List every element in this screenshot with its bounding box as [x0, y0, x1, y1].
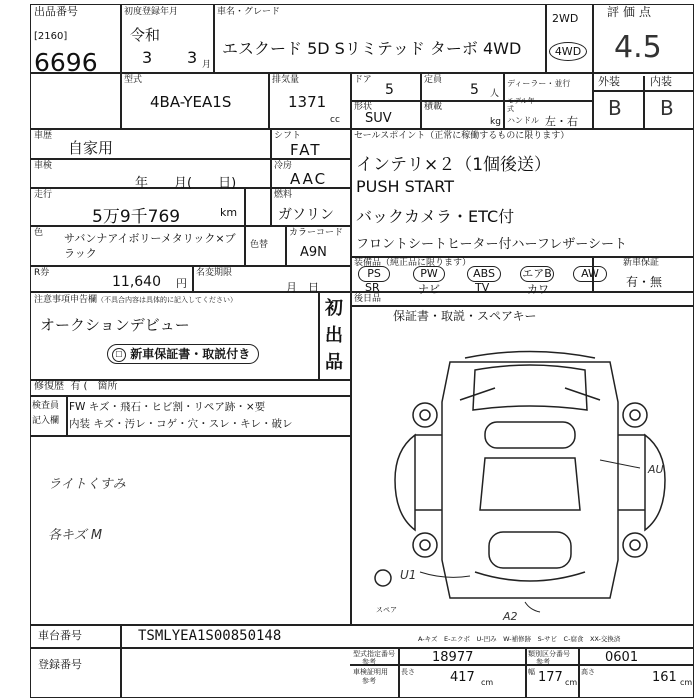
color-code-value: A9N [300, 245, 327, 260]
fuel-label: 燃料 [274, 190, 293, 200]
width-unit: cm [565, 678, 578, 687]
length-label: 長さ [401, 668, 415, 676]
rule [192, 265, 194, 291]
score-label: 評価点 [607, 5, 656, 19]
name-change-label: 名変期限 [196, 268, 233, 278]
handwritten-note-2: 各キズ M [48, 528, 103, 543]
rule [350, 72, 352, 624]
selling-line-4: フロントシートヒーター付ハーフレザーシート [356, 237, 628, 252]
first-listing-char-2: 出 [325, 325, 343, 346]
repair-label [34, 382, 117, 392]
rule [120, 624, 122, 698]
model-value: 4BA-YEA1S [150, 93, 232, 111]
km-unit: km [220, 206, 238, 219]
month-unit: 月 [202, 60, 212, 70]
type-designation-ref: 参考 [362, 658, 376, 666]
color-label: 色 [34, 228, 44, 238]
interior-grade: B [660, 96, 674, 120]
equip-airbag: エアB [520, 266, 554, 282]
repair-value: 有 ( 箇所 [70, 381, 118, 392]
rule [30, 291, 694, 293]
shift-label: シフト [274, 131, 302, 141]
category-label: 類別区分番号 [528, 650, 570, 658]
warranty-stamp [107, 344, 259, 364]
after-value: 保証書・取説・スペアキー [393, 309, 537, 323]
length-value: 417 [450, 670, 475, 685]
cert-label: 車検証明用 [353, 668, 388, 676]
rule [66, 395, 68, 435]
rule [30, 435, 350, 437]
doors-value: 5 [385, 82, 394, 98]
shape-label: 形状 [354, 102, 373, 112]
shift-value: FAT [290, 141, 322, 159]
inspector-label-1: 検査員 [32, 401, 60, 411]
rule [578, 647, 580, 698]
equip-pw: PW [413, 266, 445, 282]
rule [120, 4, 122, 128]
tax-label: R券 [34, 268, 50, 278]
rule [285, 225, 287, 265]
warranty-stamp-icon: ☐ [112, 348, 126, 362]
exterior-grade: B [608, 96, 622, 120]
rule [318, 291, 320, 379]
equipment-label: 装備品（純正品に限ります） [354, 258, 472, 268]
warranty-stamp-text: 新車保証書・取説付き [130, 347, 251, 361]
rule [30, 72, 694, 74]
rule [350, 128, 694, 130]
ac-value: AAC [290, 170, 328, 188]
history-label: 車歴 [34, 131, 53, 141]
selling-label: セールスポイント（正常に稼働するものに限ります） [354, 131, 570, 141]
color-value: サバンナアイボリーメタリック×ブラック [64, 232, 236, 260]
load-label: 積載 [424, 102, 443, 112]
mileage-label: 走行 [34, 190, 53, 200]
exterior-label: 外装 [598, 75, 620, 88]
first-listing-stamp [321, 295, 347, 376]
color-change-label: 色替 [250, 240, 269, 250]
spare-label: スペア [376, 606, 397, 614]
new-car-warranty-label: 新車保証 [623, 258, 660, 268]
handle-value: 左・右 [545, 115, 578, 128]
damage-legend: A-キズ E-エクボ U-凹み W-補修跡 S-サビ C-腐食 XX-交換済 [418, 635, 621, 643]
rule [398, 647, 400, 698]
inspector-row-1: FW キズ・飛石・ヒビ割・リペア跡・×要 [69, 401, 266, 413]
first-listing-char-1: 初 [325, 298, 343, 319]
category-ref: 参考 [536, 658, 550, 666]
tax-value: 11,640 [112, 274, 161, 290]
interior-label: 内装 [650, 75, 672, 88]
reg-month: 3 [187, 48, 198, 67]
equip-navi: ナビ [418, 283, 440, 296]
capacity-value: 5 [470, 82, 479, 98]
damage-mark-a2: A2 [503, 610, 518, 623]
ac-label: 冷房 [274, 161, 293, 171]
lot-label: 出品番号 [34, 5, 78, 18]
selling-line-1: インテリ×２（1個後送） [356, 155, 552, 175]
capacity-label: 定員 [424, 75, 443, 85]
drive-2wd: 2WD [552, 12, 579, 25]
remarks-label [34, 295, 237, 305]
shape-value: SUV [365, 111, 392, 126]
reg-year: 3 [142, 48, 153, 67]
lot-number: 6696 [34, 48, 98, 77]
vin-label: 車台番号 [38, 629, 82, 642]
rule [545, 4, 547, 72]
rule [592, 90, 694, 92]
reg-label: 初度登録年月 [124, 7, 179, 17]
width-value: 177 [538, 670, 563, 685]
rule [30, 395, 350, 397]
remarks-sub: （不具合内容は具体的に記入してください） [97, 296, 238, 304]
displacement-label: 排気量 [272, 75, 300, 85]
rule [244, 225, 246, 265]
height-value: 161 [652, 670, 677, 685]
first-listing-char-3: 品 [325, 352, 343, 373]
rule [30, 128, 350, 130]
cc-unit: cc [330, 115, 340, 125]
equip-tv: TV [475, 281, 490, 294]
rule [643, 76, 645, 128]
vin-value: TSMLYEA1S00850148 [138, 628, 282, 644]
selling-line-2: PUSH START [356, 177, 454, 196]
reg-era: 令和 [130, 26, 161, 44]
person-unit: 人 [490, 89, 500, 99]
after-label: 後日品 [354, 294, 382, 304]
model-label: 型式 [124, 75, 143, 85]
equip-leather: カワ [527, 283, 549, 296]
rule [270, 128, 272, 225]
rule [525, 647, 527, 698]
rule [213, 4, 215, 72]
doors-label: ドア [354, 75, 372, 85]
car-name: エスクード 5D Sリミテッド ターボ 4WD [222, 39, 522, 58]
handle-label: ハンドル [507, 116, 539, 125]
remarks-value: オークションデビュー [40, 316, 190, 334]
cert-ref: 参考 [362, 677, 376, 685]
rule [30, 624, 694, 626]
yen-unit: 円 [176, 277, 187, 290]
rule [244, 187, 246, 225]
inspector-label-2: 記入欄 [32, 416, 60, 426]
handwritten-note-1: ライトくすみ [48, 477, 126, 492]
damage-mark-u1: U1 [400, 568, 417, 582]
new-car-warranty-value: 有・無 [626, 275, 663, 289]
repair-title: 修復歴 [34, 381, 64, 392]
damage-mark-au: AU [648, 463, 664, 476]
equip-ps: PS [358, 266, 390, 282]
fuel-value: ガソリン [278, 207, 334, 223]
kg-unit: kg [490, 117, 501, 127]
height-unit: cm [680, 678, 693, 687]
type-designation-label: 型式指定番号 [353, 650, 395, 658]
rule [30, 265, 350, 267]
inspector-row-2: 内装 キズ・汚レ・コゲ・穴・スレ・キレ・破レ [69, 418, 293, 430]
equip-sr: SR [365, 281, 380, 294]
lot-sub: [2160] [34, 31, 68, 42]
model-year-label: モデル年式 [507, 97, 535, 113]
score-value: 4.5 [614, 30, 662, 65]
name-change-value: 月 日 [286, 281, 319, 294]
usage-value: 自家用 [68, 139, 114, 157]
rule [350, 664, 694, 666]
registration-label: 登録番号 [38, 658, 82, 671]
rule [30, 225, 350, 227]
selling-line-3: バックカメラ・ETC付 [356, 207, 515, 226]
height-label: 高さ [581, 668, 595, 676]
mileage-value: 5万9千769 [92, 207, 181, 227]
inspection-label: 車検 [34, 161, 53, 171]
inspection-value: 年 月( 日) [135, 176, 237, 191]
equip-aw: AW [573, 266, 607, 282]
width-label: 幅 [528, 668, 535, 676]
rule [350, 100, 592, 102]
dealer-label: ディーラー・並行 [507, 79, 571, 88]
color-code-label: カラーコード [289, 228, 344, 238]
name-label: 車名・グレード [217, 7, 281, 17]
rule [268, 72, 270, 128]
rule [592, 4, 594, 128]
displacement-value: 1371 [288, 93, 327, 111]
type-designation-value: 18977 [432, 650, 474, 665]
drive-4wd-circled: 4WD [549, 42, 587, 61]
equip-abs: ABS [467, 266, 501, 282]
remarks-title: 注意事項申告欄 [34, 295, 98, 305]
category-value: 0601 [605, 650, 639, 665]
length-unit: cm [481, 678, 494, 687]
